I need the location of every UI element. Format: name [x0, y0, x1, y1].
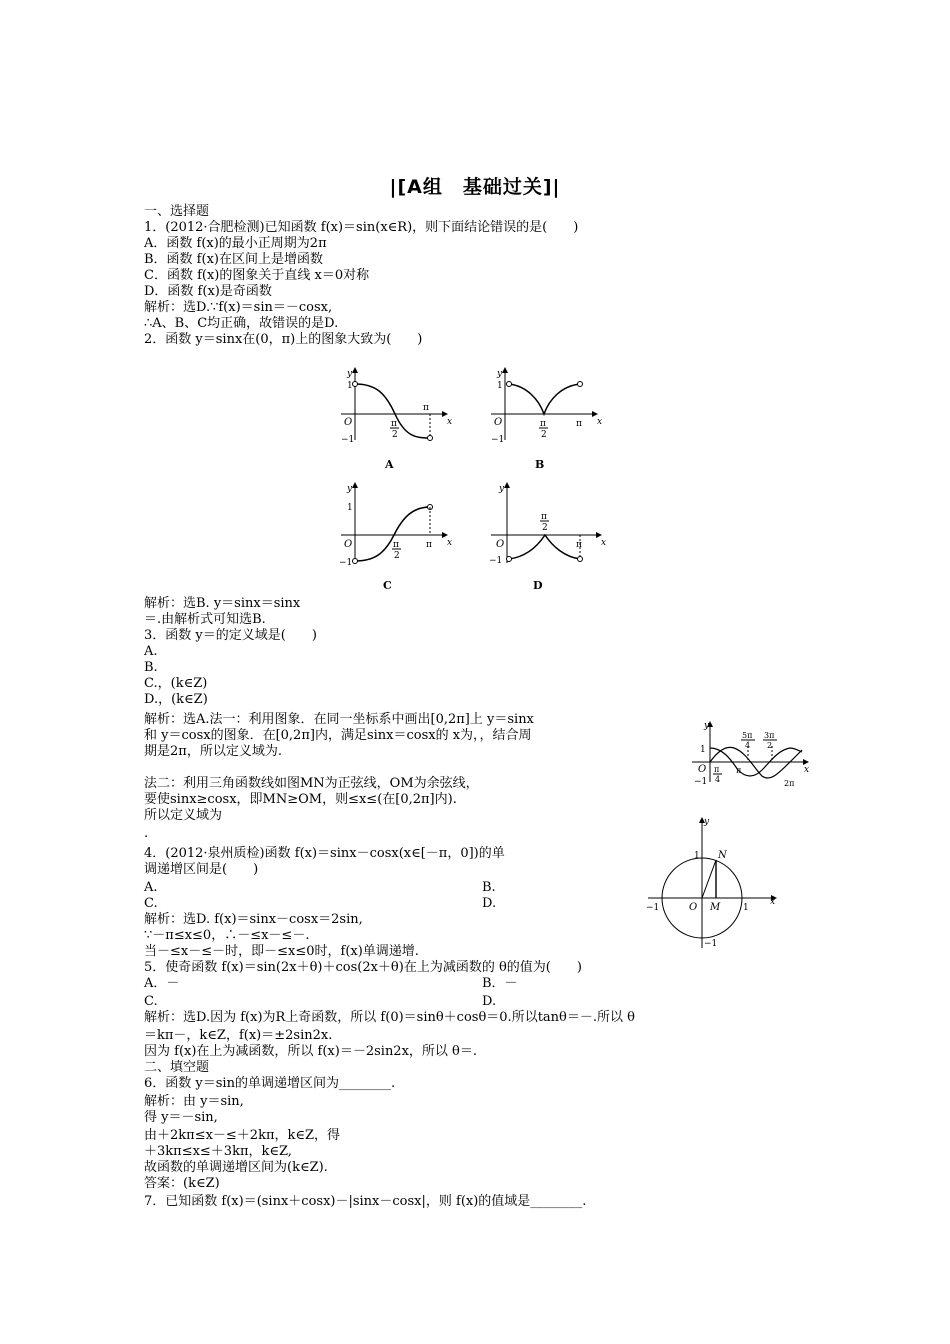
q6-answer: 答案：(k∈Z) [144, 1176, 220, 1191]
q3-option-a: A. [144, 644, 158, 659]
point-n-label: N [718, 850, 727, 861]
q1-solution-line1: 解析：选D.∵f(x)＝sin＝－cosx, [144, 300, 333, 315]
q3-method2-line2: 要使sinx≥cosx，即MN≥OM，则≤x≤(在[0,2π]内). [144, 792, 457, 807]
tick-label-3pi-over-2-den: 2 [767, 741, 773, 750]
q5-solution-line1: 解析：选D.因为 f(x)为R上奇函数，所以 f(0)＝sinθ＋cosθ＝0.所以tanθ＝－.所以 θ [144, 1010, 635, 1025]
q3-solution-line3: 期是2π，所以定义域为. [144, 744, 282, 759]
section-heading-fill: 二、填空题 [144, 1060, 210, 1075]
figure-d [485, 477, 610, 592]
tick-label-pi: π [426, 540, 432, 550]
x-axis-label: x [804, 765, 810, 775]
q6-solution-line3: 由＋2kπ≤x－≤＋2kπ，k∈Z，得 [144, 1128, 341, 1143]
tick-label-pi-over-2-num: π [393, 540, 399, 550]
q1-option-d: D．函数 f(x)是奇函数 [144, 284, 272, 299]
q3-option-b: B. [144, 660, 158, 675]
tick-label-neg1: −1 [339, 558, 353, 568]
tick-label-x-1: 1 [743, 903, 749, 913]
tick-label-neg1: −1 [341, 435, 355, 445]
tick-label-1: 1 [347, 503, 353, 513]
figure-label-b: B [535, 458, 545, 471]
y-axis-label: y [499, 484, 505, 494]
q3-method2-line4: . [144, 826, 149, 841]
y-axis-label: y [704, 817, 710, 827]
q4-option-d: D. [482, 896, 497, 911]
q3-method2-line1: 法二：利用三角函数线如图MN为正弦线，OM为余弦线， [144, 776, 479, 791]
tick-label-pi: π [423, 403, 429, 413]
section-title: |[A组 基础过关]| [389, 176, 561, 198]
q4-option-c: C. [144, 896, 158, 911]
figure-unit-circle [640, 812, 790, 950]
y-axis-label: y [347, 369, 353, 379]
question-6: 6．函数 y＝sin的单调递增区间为________. [144, 1076, 396, 1091]
tick-label-2pi: 2π [784, 779, 795, 788]
q5-option-c: C. [144, 994, 158, 1009]
x-axis-label: x [447, 538, 453, 548]
tick-label-pi-over-2-den: 2 [542, 523, 548, 533]
tick-label-5pi-over-4-den: 4 [745, 741, 751, 750]
tick-label-pi-over-2-den: 2 [392, 430, 398, 440]
q5-solution-line3: 因为 f(x)在上为减函数，所以 f(x)＝－2sin2x，所以 θ＝. [144, 1044, 478, 1059]
q5-solution-line2: ＝kπ－，k∈Z，f(x)＝±2sin2x. [144, 1028, 333, 1043]
figure-label-d: D [533, 579, 543, 592]
q1-solution-line2: ∴A、B、C均正确，故错误的是D. [144, 316, 339, 331]
question-7: 7．已知函数 f(x)＝(sinx＋cosx)－|sinx－cosx|，则 f(x)的值域是________. [144, 1194, 587, 1209]
q6-solution-line4: ＋3kπ≤x≤＋3kπ，k∈Z, [144, 1144, 292, 1159]
q4-solution-line1: 解析：选D. f(x)＝sinx－cosx＝2sin, [144, 912, 363, 927]
question-4-line1: 4．(2012·泉州质检)函数 f(x)＝sinx－cosx(x∈[－π，0])的单 [144, 846, 505, 861]
tick-label-3pi-over-2-num: 3π [764, 731, 775, 740]
tick-label-1: 1 [347, 381, 353, 391]
q3-method2-line3: 所以定义域为 [144, 808, 223, 823]
q1-option-b: B．函数 f(x)在区间上是增函数 [144, 252, 323, 267]
q2-solution-line1: 解析：选B. y＝sinx＝sinx [144, 596, 301, 611]
tick-label-1: 1 [700, 745, 706, 755]
figure-b [485, 362, 605, 472]
q4-solution-line3: 当－≤x－≤－时，即－≤x≤0时，f(x)单调递增. [144, 944, 419, 959]
figure-sin-cos-curves [672, 718, 812, 790]
tick-label-pi-over-4-num: π [714, 765, 720, 774]
tick-label-1: 1 [694, 851, 700, 861]
question-4-line2: 调递增区间是( ) [144, 862, 259, 877]
q5-option-a: A．－ [144, 976, 180, 991]
tick-label-5pi-over-4-num: 5π [742, 731, 753, 740]
tick-label-pi-over-2-den: 2 [541, 430, 547, 440]
y-axis-label: y [347, 484, 353, 494]
figure-label-a: A [385, 458, 394, 471]
question-2: 2．函数 y＝sinx在(0，π)上的图象大致为( ) [144, 332, 423, 347]
y-axis-label: y [497, 369, 503, 379]
q4-option-b: B. [482, 880, 496, 895]
origin-label: O [344, 417, 353, 428]
x-axis-label: x [597, 417, 603, 427]
tick-label-neg1: −1 [694, 777, 708, 787]
question-5: 5．使奇函数 f(x)＝sin(2x＋θ)＋cos(2x＋θ)在上为减函数的 θ的值为( ) [144, 960, 582, 975]
figure-c [335, 477, 455, 592]
q5-option-b: B．－ [482, 976, 518, 991]
figure-label-c: C [383, 579, 392, 592]
q3-solution-line1: 解析：选A.法一：利用图象．在同一坐标系中画出[0,2π]上 y＝sinx [144, 712, 534, 727]
q6-solution-line5: 故函数的单调递增区间为(k∈Z). [144, 1160, 328, 1175]
tick-label-neg1: −1 [489, 556, 503, 566]
origin-label: O [689, 902, 698, 913]
tick-label-pi-over-2-den: 2 [394, 551, 400, 561]
x-axis-label: x [770, 897, 776, 907]
tick-label-pi: π [576, 540, 582, 550]
origin-label: O [496, 539, 505, 550]
q6-solution-line2: 得 y＝－sin, [144, 1110, 218, 1125]
q2-solution-line2: ＝.由解析式可知选B. [144, 612, 266, 627]
tick-label-neg1: −1 [491, 435, 505, 445]
tick-label-pi-over-2-num: π [391, 419, 397, 429]
q1-option-a: A．函数 f(x)的最小正周期为2π [144, 236, 327, 251]
q4-option-a: A. [144, 880, 158, 895]
tick-label-y-neg1: −1 [704, 939, 718, 949]
tick-label-x-neg1: −1 [646, 903, 660, 913]
tick-label-pi-over-2-num: π [541, 512, 547, 522]
tick-label-pi-over-2-num: π [540, 419, 546, 429]
origin-label: O [698, 764, 707, 775]
origin-label: O [344, 539, 353, 550]
point-m-label: M [710, 902, 721, 913]
q5-option-d: D. [482, 994, 497, 1009]
section-heading: 一、选择题 [144, 204, 210, 219]
y-axis-label: y [704, 721, 710, 731]
x-axis-label: x [601, 538, 607, 548]
q4-solution-line2: ∵－π≤x≤0，∴－≤x－≤－. [144, 928, 310, 943]
q1-option-c: C．函数 f(x)的图象关于直线 x＝0对称 [144, 268, 370, 283]
tick-label-1: 1 [497, 381, 503, 391]
origin-label: O [494, 417, 503, 428]
q6-solution-line1: 解析：由 y＝sin, [144, 1094, 244, 1109]
q3-option-d: D.，(k∈Z) [144, 692, 208, 707]
q3-solution-line2: 和 y＝cosx的图象．在[0,2π]内，满足sinx＝cosx的 x为，，结合周 [144, 728, 532, 743]
question-1: 1．(2012·合肥检测)已知函数 f(x)＝sin(x∈R)，则下面结论错误的是( ) [144, 220, 579, 235]
figure-a [335, 362, 455, 472]
x-axis-label: x [447, 417, 453, 427]
q3-option-c: C.，(k∈Z) [144, 676, 208, 691]
tick-label-pi-over-4-den: 4 [715, 775, 721, 784]
tick-label-pi: π [576, 419, 582, 429]
question-3: 3．函数 y＝的定义域是( ) [144, 628, 317, 643]
tick-label-pi: π [736, 766, 742, 775]
